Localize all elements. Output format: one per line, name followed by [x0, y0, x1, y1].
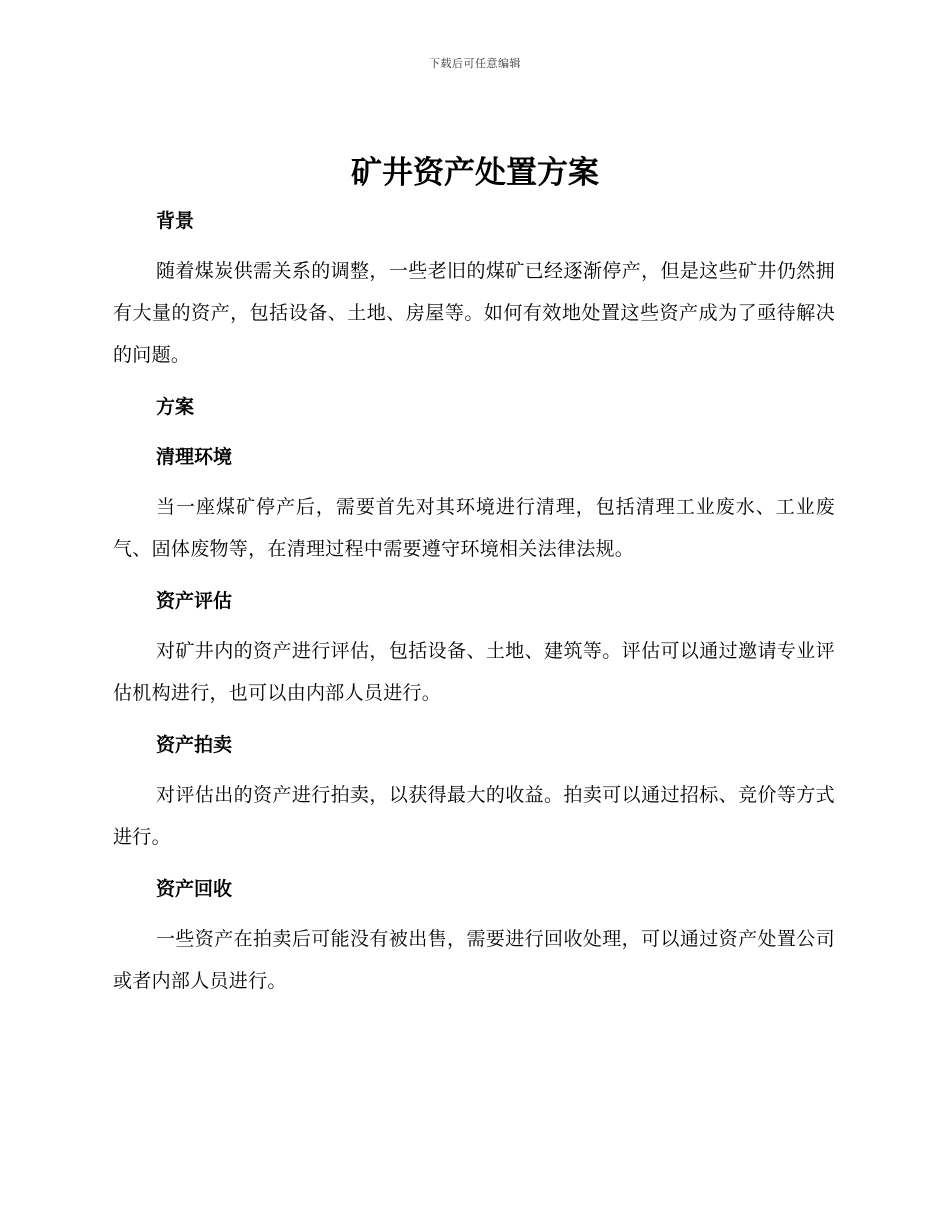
section-heading-cleanup: 清理环境	[156, 446, 233, 468]
document-body	[113, 200, 835, 1002]
section-heading-background: 背景	[156, 210, 195, 232]
section-heading-assessment: 资产评估	[156, 590, 233, 612]
section-text-cleanup: 当一座煤矿停产后，需要首先对其环境进行清理，包括清理工业废水、工业废气、固体废物等，在清理过程中需要遵守环境相关法律法规。	[113, 496, 835, 560]
section-heading-plan: 方案	[156, 396, 195, 418]
section-text-background: 随着煤炭供需关系的调整，一些老旧的煤矿已经逐渐停产，但是这些矿井仍然拥有大量的资产，包括设备、土地、房屋等。如何有效地处置这些资产成为了亟待解决的问题。	[113, 260, 835, 366]
section-heading-recovery: 资产回收	[156, 878, 233, 900]
document-title: 矿井资产处置方案	[351, 155, 599, 191]
section-heading-auction: 资产拍卖	[156, 734, 233, 756]
section-text-auction: 对评估出的资产进行拍卖，以获得最大的收益。拍卖可以通过招标、竞价等方式进行。	[113, 784, 835, 848]
page-header-note: 下载后可任意编辑	[429, 57, 521, 70]
section-text-recovery: 一些资产在拍卖后可能没有被出售，需要进行回收处理，可以通过资产处置公司或者内部人员进行。	[113, 928, 835, 992]
section-text-assessment: 对矿井内的资产进行评估，包括设备、土地、建筑等。评估可以通过邀请专业评估机构进行，也可以由内部人员进行。	[113, 640, 835, 704]
